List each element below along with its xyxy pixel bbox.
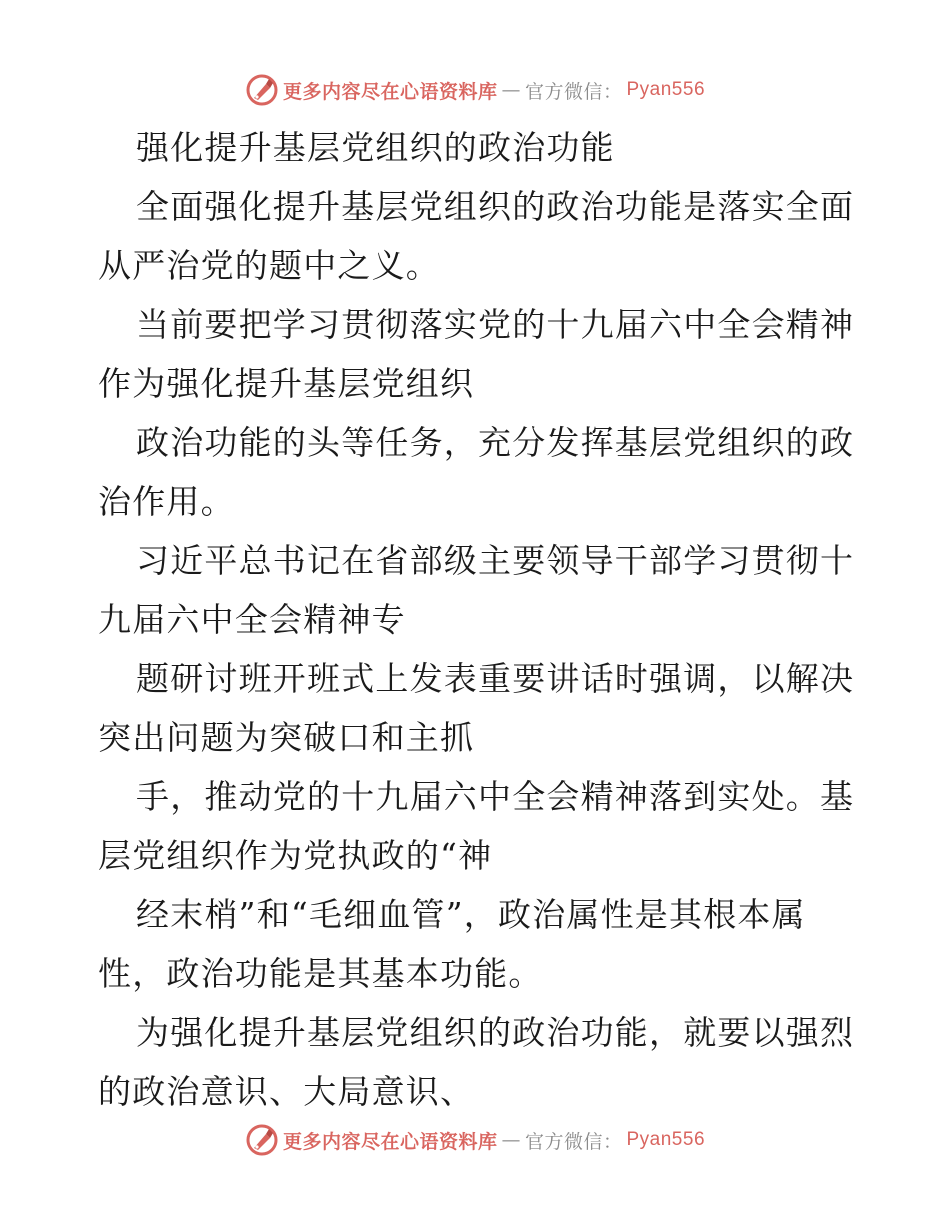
- text-line: 性，政治功能是其基本功能。: [98, 954, 543, 993]
- pen-nib-logo-icon: [245, 73, 279, 107]
- header-banner: [0, 70, 950, 110]
- text-line: 强化提升基层党组织的政治功能: [136, 128, 615, 167]
- text-line: 的政治意识、大局意识、: [98, 1072, 475, 1111]
- banner-wechat-id: Pyan556: [626, 79, 706, 100]
- footer-banner: [0, 1120, 950, 1160]
- text-line: 题研讨班开班式上发表重要讲话时强调，以解决: [136, 659, 855, 698]
- text-line: 层党组织作为党执政的“神: [98, 836, 493, 875]
- text-line: 从严治党的题中之义。: [98, 246, 440, 285]
- text-line: 全面强化提升基层党组织的政治功能是落实全面: [136, 187, 855, 226]
- banner-wechat-label: 官方微信：: [524, 1130, 623, 1153]
- banner-dash: —: [501, 79, 521, 101]
- banner-main-text: 更多内容尽在心语资料库: [282, 1130, 498, 1153]
- text-line: 当前要把学习贯彻落实党的十九届六中全会精神: [136, 305, 855, 344]
- text-line: 习近平总书记在省部级主要领导干部学习贯彻十: [136, 541, 855, 580]
- pen-nib-logo-icon: [245, 1123, 279, 1157]
- text-line: 手，推动党的十九届六中全会精神落到实处。基: [136, 777, 855, 816]
- text-line: 治作用。: [98, 482, 235, 521]
- banner-wechat-id: Pyan556: [626, 1129, 706, 1150]
- banner-wechat-label: 官方微信：: [524, 80, 623, 103]
- text-line: 政治功能的头等任务，充分发挥基层党组织的政: [136, 423, 855, 462]
- banner-main-text: 更多内容尽在心语资料库: [282, 80, 498, 103]
- text-line: 突出问题为突破口和主抓: [98, 718, 475, 757]
- text-line: 九届六中全会精神专: [98, 600, 406, 639]
- text-line: 为强化提升基层党组织的政治功能，就要以强烈: [136, 1013, 855, 1052]
- text-line: 作为强化提升基层党组织: [98, 364, 475, 403]
- banner-dash: —: [501, 1129, 521, 1151]
- text-line: 经末梢”和“毛细血管”，政治属性是其根本属: [136, 895, 806, 934]
- document-body: [98, 118, 858, 1121]
